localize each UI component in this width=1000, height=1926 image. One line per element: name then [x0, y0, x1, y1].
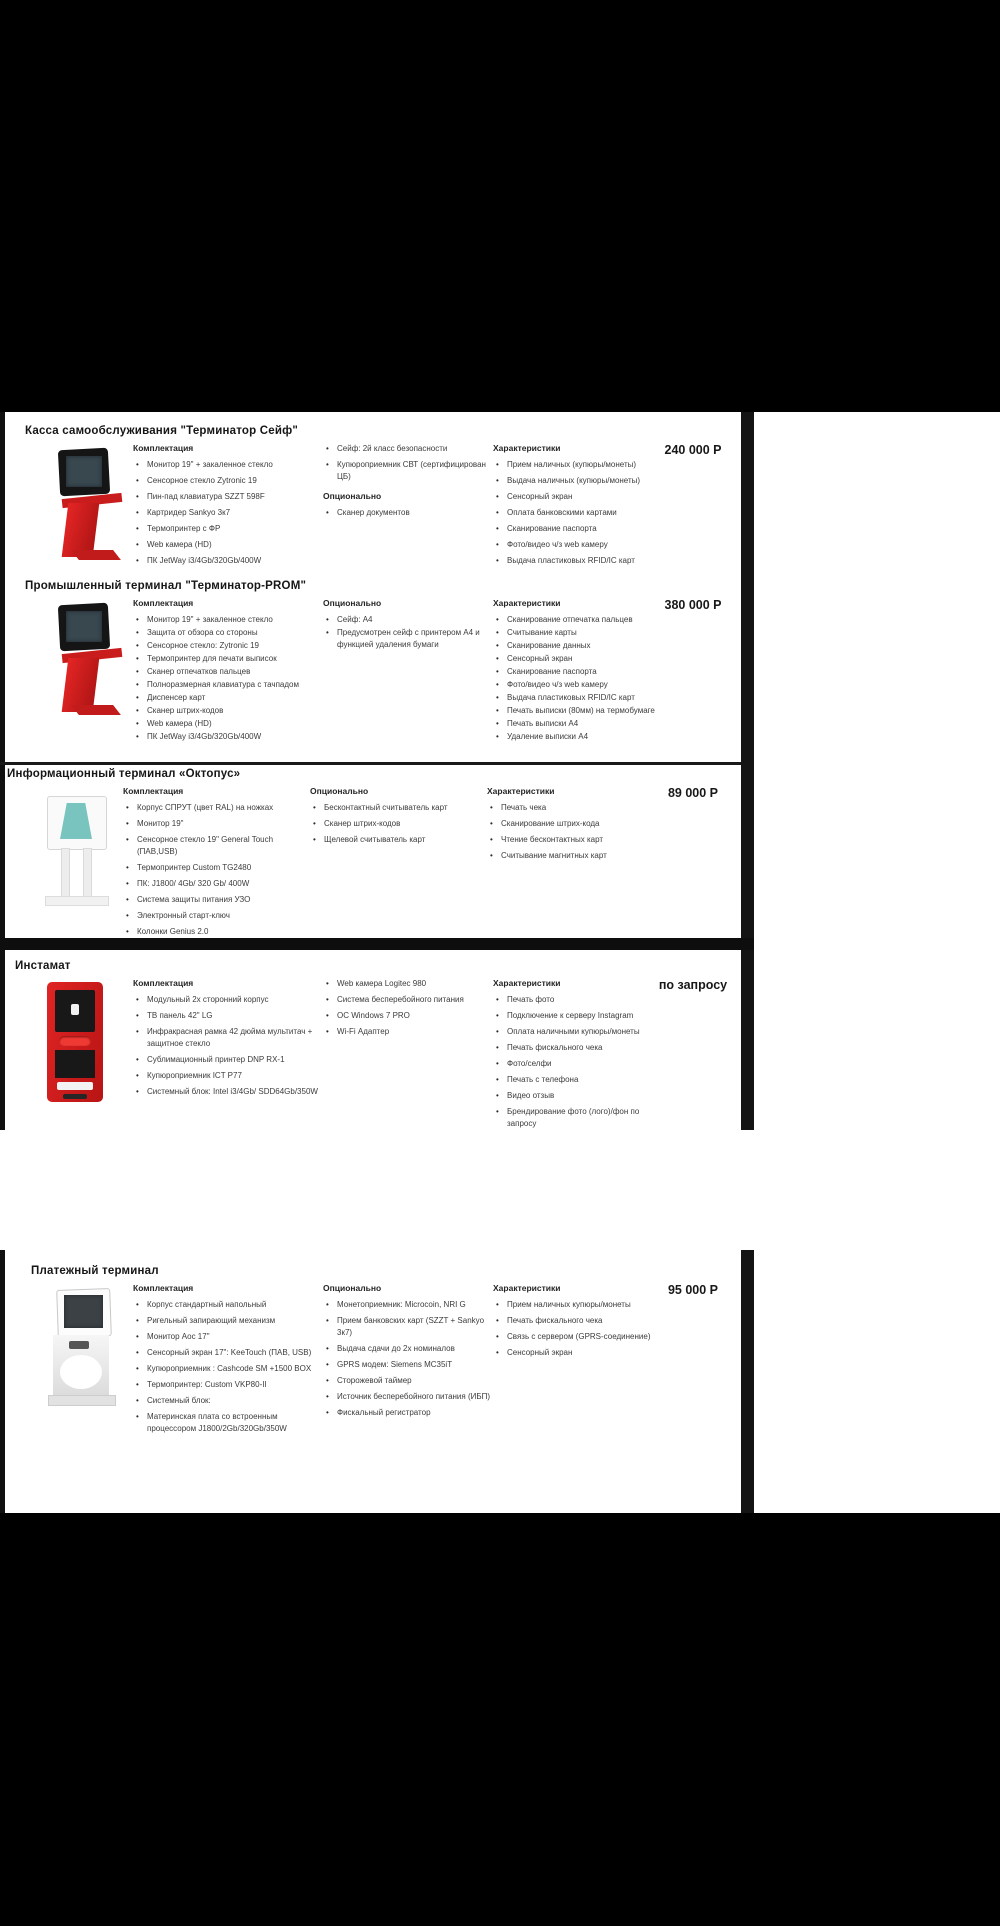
product-section-terminator-prom — [5, 580, 741, 762]
spec-item: • ПК JetWay i3/4Gb/320Gb/400W — [133, 731, 325, 743]
insta-kiosk-part — [57, 1082, 93, 1090]
spec-item: • Корпус стандартный напольный — [133, 1299, 325, 1311]
spec-item: • Удаление выписки А4 — [493, 731, 661, 743]
spec-item: • Считывание карты — [493, 627, 661, 639]
pay-kiosk-part — [69, 1341, 89, 1349]
spec-item: • Источник бесперебойного питания (ИБП) — [323, 1391, 491, 1403]
spec-item: • Термопринтер Custom TG2480 — [123, 862, 315, 874]
spec-item: • Сублимационный принтер DNP RX-1 — [133, 1054, 325, 1066]
spec-list — [323, 614, 491, 651]
spec-item: • Видео отзыв — [493, 1090, 661, 1102]
spec-column-header: Опционально — [323, 598, 382, 608]
pay-kiosk-photo — [41, 1289, 131, 1411]
spec-item: • Печать чека — [487, 802, 655, 814]
spec-item: • Материнская плата со встроенным процессором J1800/2Gb/320Gb/350W — [133, 1411, 325, 1435]
spec-item: • Выдача пластиковых RFID/IC карт — [493, 555, 661, 567]
spec-item: • Инфракрасная рамка 42 дюйма мультитач + защитное стекло — [133, 1026, 325, 1050]
spec-item: • Брендирование фото (лого)/фон по запросу — [493, 1106, 661, 1130]
spec-column — [123, 786, 315, 946]
spec-column — [310, 786, 478, 854]
spec-column — [323, 978, 491, 1046]
spec-item: • Web камера (HD) — [133, 539, 325, 551]
spec-item: • Печать фискального чека — [493, 1315, 661, 1327]
spec-column — [133, 443, 325, 575]
section-title: Промышленный терминал "Терминатор-PROM" — [25, 580, 307, 592]
product-section-instamat — [5, 960, 741, 1130]
product-section-terminator-safe — [5, 425, 741, 580]
spec-column — [133, 1283, 325, 1443]
product-section-info-terminal — [5, 768, 741, 936]
spec-item: • Купюроприемник ICT P77 — [133, 1070, 325, 1082]
spec-list — [493, 994, 661, 1130]
section-title: Касса самообслуживания "Терминатор Сейф" — [25, 425, 299, 437]
spec-list — [310, 802, 478, 846]
insta-kiosk-part — [59, 1036, 91, 1046]
red-kiosk-part — [66, 611, 102, 642]
spec-column — [323, 443, 491, 527]
spec-item: • Web камера (HD) — [133, 718, 325, 730]
spec-item: • Фискальный регистратор — [323, 1407, 491, 1419]
spec-item: • Сканирование паспорта — [493, 523, 661, 535]
spec-list — [133, 994, 325, 1098]
spec-list — [493, 614, 661, 743]
section-divider-band — [0, 938, 754, 950]
price-label: по запросу — [658, 978, 728, 992]
spec-item: • Термопринтер для печати выписок — [133, 653, 325, 665]
spec-column — [323, 1283, 491, 1427]
spec-item: • Сенсорный экран — [493, 491, 661, 503]
info-kiosk-part — [61, 848, 70, 898]
spec-column-header: Характеристики — [493, 978, 561, 988]
insta-kiosk-part — [71, 1004, 79, 1015]
spec-item: • Прием наличных купюры/монеты — [493, 1299, 661, 1311]
spec-item: • Корпус СПРУТ (цвет RAL) на ножках — [123, 802, 315, 814]
price-label: 380 000 Р — [664, 598, 722, 612]
spec-item: • Сканер штрих-кодов — [310, 818, 478, 830]
spec-item: • Сканирование данных — [493, 640, 661, 652]
spec-item: • Подключение к серверу Instagram — [493, 1010, 661, 1022]
spec-item: • Монитор Aoc 17" — [133, 1331, 325, 1343]
spec-item: • Ригельный запирающий механизм — [133, 1315, 325, 1327]
spec-item: • Сканирование штрих-кода — [487, 818, 655, 830]
red-kiosk-part — [62, 503, 100, 557]
spec-item: • Фото/видео ч/з web камеру — [493, 539, 661, 551]
spec-column-header: Характеристики — [487, 786, 555, 796]
pay-kiosk-part — [64, 1295, 103, 1328]
spec-item: • Сканер документов — [323, 507, 491, 519]
pay-kiosk-part — [48, 1395, 116, 1406]
product-section-payment-terminal — [5, 1265, 741, 1510]
info-kiosk-part — [83, 848, 92, 898]
spec-item: • Сканирование паспорта — [493, 666, 661, 678]
spec-item: • Системный блок: Intel i3/4Gb/ SDD64Gb/350W — [133, 1086, 325, 1098]
spec-item: • Система бесперебойного питания — [323, 994, 491, 1006]
spec-column — [493, 1283, 661, 1367]
spec-item: • Выдача сдачи до 2х номиналов — [323, 1343, 491, 1355]
spec-item: • Печать выписки (80мм) на термобумаге — [493, 705, 661, 717]
spec-column-header: Комплектация — [133, 598, 194, 608]
page-right-border — [741, 1250, 754, 1513]
spec-column-header: Комплектация — [133, 1283, 194, 1293]
spec-item: • Сканер отпечатков пальцев — [133, 666, 325, 678]
spec-column-header: Комплектация — [133, 978, 194, 988]
section-divider-line — [0, 762, 741, 765]
spec-item: • Система защиты питания УЗО — [123, 894, 315, 906]
spec-item: • Сенсорное стекло Zytronic 19 — [133, 475, 325, 487]
red-kiosk-part — [71, 550, 121, 560]
spec-column-header: Опционально — [323, 491, 382, 501]
spec-list — [493, 1299, 661, 1359]
spec-item: • Щелевой считыватель карт — [310, 834, 478, 846]
spec-item: • ПК: J1800/ 4Gb/ 320 Gb/ 400W — [123, 878, 315, 890]
spec-item: • Монитор 19" + закаленное стекло — [133, 459, 325, 471]
info-kiosk-part — [45, 896, 109, 906]
price-label: 89 000 Р — [667, 786, 719, 800]
spec-item: • Модульный 2х сторонний корпус — [133, 994, 325, 1006]
spec-item: • Чтение бесконтактных карт — [487, 834, 655, 846]
spec-item: • Прием банковских карт (SZZT + Sankyo 3к7) — [323, 1315, 491, 1339]
spec-item: • Купюроприемник СВТ (сертифицирован ЦБ) — [323, 459, 491, 483]
spec-item: • Электронный старт-ключ — [123, 910, 315, 922]
spec-item: • Сканирование отпечатка пальцев — [493, 614, 661, 626]
spec-item: • Диспенсер карт — [133, 692, 325, 704]
spec-item: • Монитор 19" + закаленное стекло — [133, 614, 325, 626]
spec-list — [123, 802, 315, 938]
spec-item: • Web камера Logitec 980 — [323, 978, 491, 990]
spec-item: • Оплата банковскими картами — [493, 507, 661, 519]
price-label: 95 000 Р — [667, 1283, 719, 1297]
spec-list — [323, 978, 491, 1038]
spec-column — [493, 598, 661, 751]
spec-item: • Колонки Genius 2.0 — [123, 926, 315, 938]
spec-item: • Оплата наличными купюры/монеты — [493, 1026, 661, 1038]
spec-list — [323, 507, 491, 519]
spec-list — [133, 614, 325, 743]
red-kiosk-part — [66, 456, 102, 487]
instamat-card-clip — [0, 950, 1000, 1130]
spec-column-header: Опционально — [310, 786, 369, 796]
spec-item: • ТВ панель 42" LG — [133, 1010, 325, 1022]
spec-item: • Фото/селфи — [493, 1058, 661, 1070]
spec-item: • Связь с сервером (GPRS-соединение) — [493, 1331, 661, 1343]
insta-kiosk-part — [55, 1050, 95, 1078]
spec-list — [133, 1299, 325, 1435]
spec-column-header: Характеристики — [493, 443, 561, 453]
spec-item: • Сейф: 2й класс безопасности — [323, 443, 491, 455]
spec-item: • Термопринтер с ФР — [133, 523, 325, 535]
spec-item: • Прием наличных (купюры/монеты) — [493, 459, 661, 471]
section-title: Инстамат — [15, 960, 71, 972]
spec-column-header: Характеристики — [493, 598, 561, 608]
spec-item: • Печать выписки А4 — [493, 718, 661, 730]
spec-item: • Полноразмерная клавиатура с тачпадом — [133, 679, 325, 691]
spec-column — [493, 978, 661, 1130]
spec-item: • Сенсорный экран — [493, 653, 661, 665]
spec-item: • ПК JetWay i3/4Gb/320Gb/400W — [133, 555, 325, 567]
spec-item: • Системный блок: — [133, 1395, 325, 1407]
spec-item: • Пин-пад клавиатура SZZT 598F — [133, 491, 325, 503]
spec-item: • Печать фото — [493, 994, 661, 1006]
spec-column — [493, 443, 661, 575]
page-right-border — [741, 412, 754, 938]
spec-item: • Предусмотрен сейф с принтером А4 и функцией удаления бумаги — [323, 627, 491, 651]
spec-column — [487, 786, 655, 870]
spec-item: • Купюроприемник : Cashcode SM +1500 BOX — [133, 1363, 325, 1375]
spec-item: • Wi-Fi Адаптер — [323, 1026, 491, 1038]
spec-column — [323, 598, 491, 659]
spec-item: • Бесконтактный считыватель карт — [310, 802, 478, 814]
spec-item: • Выдача наличных (купюры/монеты) — [493, 475, 661, 487]
section-title: Информационный терминал «Октопус» — [7, 768, 241, 780]
red-kiosk-part — [62, 658, 100, 712]
spec-item: • GPRS модем: Siemens MC35iT — [323, 1359, 491, 1371]
spec-item: • Печать с телефона — [493, 1074, 661, 1086]
red-kiosk-photo — [45, 604, 135, 726]
spec-item: • Монетоприемник: Microcoin, NRI G — [323, 1299, 491, 1311]
insta-kiosk-part — [63, 1094, 87, 1099]
spec-item: • ОС Windows 7 PRO — [323, 1010, 491, 1022]
spec-item: • Выдача пластиковых RFID/IC карт — [493, 692, 661, 704]
insta-kiosk-photo — [33, 982, 123, 1104]
spec-item: • Фото/видео ч/з web камеру — [493, 679, 661, 691]
spec-item: • Картридер Sankyo 3к7 — [133, 507, 325, 519]
spec-column-header: Опционально — [323, 1283, 382, 1293]
spec-item: • Сторожевой таймер — [323, 1375, 491, 1387]
pay-kiosk-part — [60, 1355, 102, 1389]
spec-column — [133, 978, 325, 1106]
info-kiosk-photo — [35, 792, 125, 914]
spec-item: • Сканер штрих-кодов — [133, 705, 325, 717]
spec-item: • Термопринтер: Custom VKP80-II — [133, 1379, 325, 1391]
spec-list — [493, 459, 661, 567]
spec-column-header: Характеристики — [493, 1283, 561, 1293]
spec-item: • Сенсорное стекло 19" General Touch (ПАВ,USB) — [123, 834, 315, 858]
spec-item: • Сейф: А4 — [323, 614, 491, 626]
spec-list — [323, 1299, 491, 1419]
spec-item: • Сенсорное стекло: Zytronic 19 — [133, 640, 325, 652]
spec-column-header: Комплектация — [133, 443, 194, 453]
price-label: 240 000 Р — [664, 443, 722, 457]
section-title: Платежный терминал — [31, 1265, 159, 1277]
spec-list — [323, 443, 491, 483]
spec-column-header: Комплектация — [123, 786, 184, 796]
spec-item: • Сенсорный экран — [493, 1347, 661, 1359]
spec-list — [487, 802, 655, 862]
spec-item: • Защита от обзора со стороны — [133, 627, 325, 639]
spec-item: • Монитор 19" — [123, 818, 315, 830]
spec-item: • Считывание магнитных карт — [487, 850, 655, 862]
spec-list — [133, 459, 325, 567]
spec-item: • Сенсорный экран 17": KeeTouch (ПАВ, USB) — [133, 1347, 325, 1359]
red-kiosk-photo — [45, 449, 135, 571]
spec-item: • Печать фискального чека — [493, 1042, 661, 1054]
red-kiosk-part — [71, 705, 121, 715]
spec-column — [133, 598, 325, 751]
